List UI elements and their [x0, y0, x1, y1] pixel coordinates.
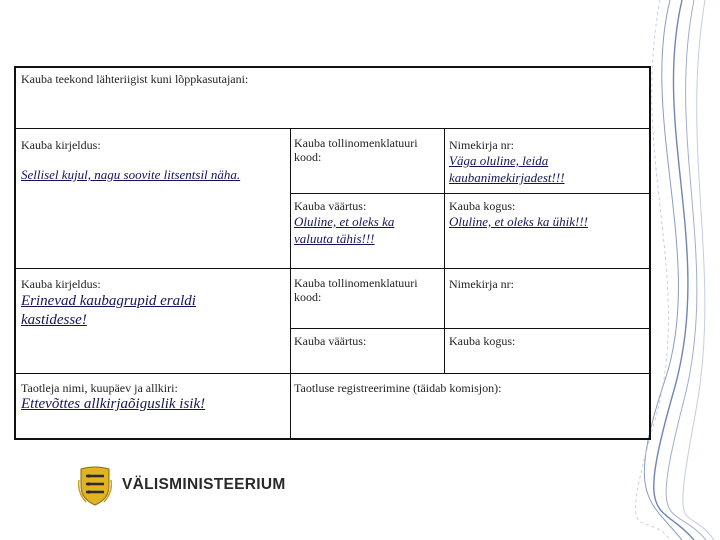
- item2-list-no-label: Nimekirja nr:: [449, 277, 514, 291]
- logo-text: VÄLISMINISTEERIUM: [122, 476, 286, 493]
- item1-list-no-note: Väga oluline, leida kaubanimekirjadest!!!: [449, 153, 565, 185]
- license-form-table: [14, 66, 651, 440]
- ministry-logo: [78, 466, 338, 506]
- item2-tariff-label: Kauba tollinomenklatuuri kood:: [294, 276, 418, 304]
- item1-value-note: Oluline, et oleks ka valuuta tähis!!!: [294, 214, 395, 246]
- item2-description-label: Kauba kirjeldus:: [21, 277, 101, 291]
- item1-description-label: Kauba kirjeldus:: [21, 138, 101, 152]
- item2-value-label: Kauba väärtus:: [294, 334, 367, 348]
- item1-quantity-label: Kauba kogus:: [449, 199, 516, 213]
- applicant-label: Taotleja nimi, kuupäev ja allkiri:: [21, 381, 178, 395]
- item1-quantity-note: Oluline, et oleks ka ühik!!!: [449, 214, 588, 229]
- item2-quantity-label: Kauba kogus:: [449, 334, 516, 348]
- item2-description-note: Erinevad kaubagrupid eraldi kastidesse!: [21, 293, 196, 328]
- item1-tariff-label: Kauba tollinomenklatuuri kood:: [294, 136, 418, 164]
- registration-label: Taotluse registreerimine (täidab komisjon):: [294, 381, 502, 395]
- route-label: Kauba teekond lähteriigist kuni lõppkasutajani:: [21, 72, 249, 86]
- item1-value-label: Kauba väärtus:: [294, 199, 367, 213]
- item1-list-no-label: Nimekirja nr:: [449, 138, 514, 152]
- coat-of-arms-icon: [78, 466, 112, 506]
- item1-description-note: Sellisel kujul, nagu soovite litsentsil näha.: [21, 167, 241, 182]
- applicant-note: Ettevõttes allkirjaõiguslik isik!: [21, 396, 206, 412]
